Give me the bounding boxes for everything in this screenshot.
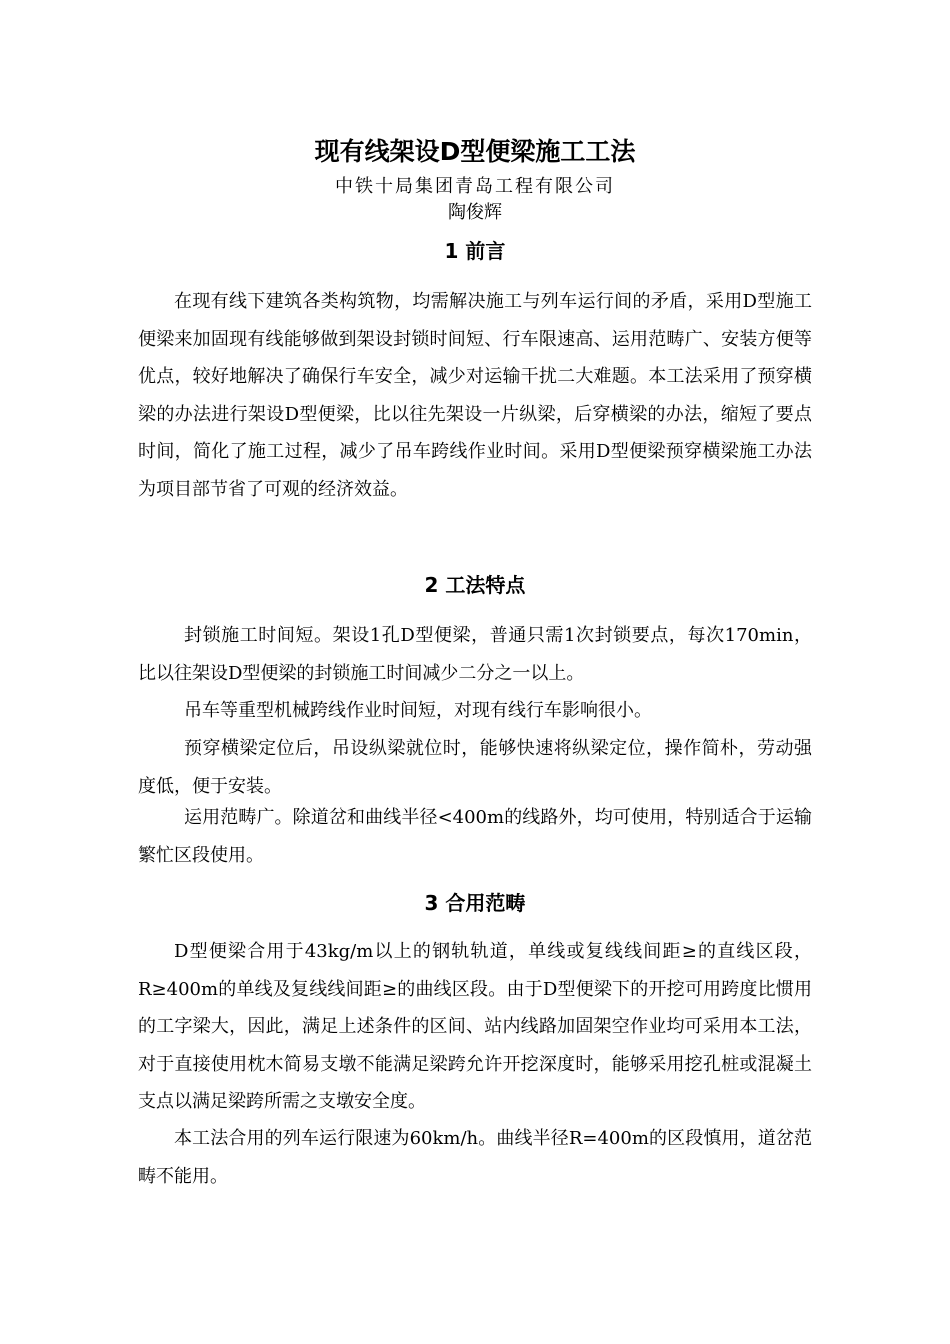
section-heading-preface: 1 前言 (444, 239, 506, 263)
preface-paragraph: 在现有线下建筑各类构筑物，均需解决施工与列车运行间的矛盾，采用D型施工便梁来加固现有线能够做到架设封锁时间短、行车限速高、运用范畴广、安装方便等优点，较好地解决了确保行车安全，减少对运输干扰二大难题。本工法采用了预穿横梁的办法进行架设D型便梁，比以往先架设一片纵梁，后穿横梁的办法，缩短了要点时间，简化了施工过程，减少了吊车跨线作业时间。采用D型便梁预穿横梁施工办法为项目部节省了可观的经济效益。 (138, 291, 812, 500)
document-title: 现有线架设D型便梁施工工法 (314, 137, 636, 166)
organization-name: 中铁十局集团青岛工程有限公司 (335, 176, 615, 197)
features-paragraph-4: 运用范畴广。除道岔和曲线半径<400m的线路外，均可使用，特别适合于运输繁忙区段使用。 (138, 807, 812, 866)
section-heading-scope: 3 合用范畴 (424, 891, 526, 915)
author-name: 陶俊辉 (448, 202, 502, 223)
features-paragraph-3: 预穿横梁定位后，吊设纵梁就位时，能够快速将纵梁定位，操作简朴，劳动强度低，便于安装。 (138, 738, 812, 797)
section-heading-features: 2 工法特点 (424, 573, 526, 597)
features-paragraph-1: 封锁施工时间短。架设1孔D型便梁，普通只需1次封锁要点，每次170min，比以往架设D型便梁的封锁施工时间减少二分之一以上。 (138, 625, 812, 684)
features-paragraph-2: 吊车等重型机械跨线作业时间短，对现有线行车影响很小。 (184, 700, 652, 721)
scope-paragraph-1: D型便梁合用于43kg/m以上的钢轨轨道，单线或复线线间距≥的直线区段，R≥400m的单线及复线线间距≥的曲线区段。由于D型便梁下的开挖可用跨度比惯用的工字梁大，因此，满足上述条件的区间、站内线路加固架空作业均可采用本工法，对于直接使用枕木简易支墩不能满足梁跨允许开挖深度时，能够采用挖孔桩或混凝土支点以满足梁跨所需之支墩安全度。 (138, 941, 812, 1113)
scope-paragraph-2: 本工法合用的列车运行限速为60km/h。曲线半径R=400m的区段慎用，道岔范畴不能用。 (138, 1128, 812, 1187)
